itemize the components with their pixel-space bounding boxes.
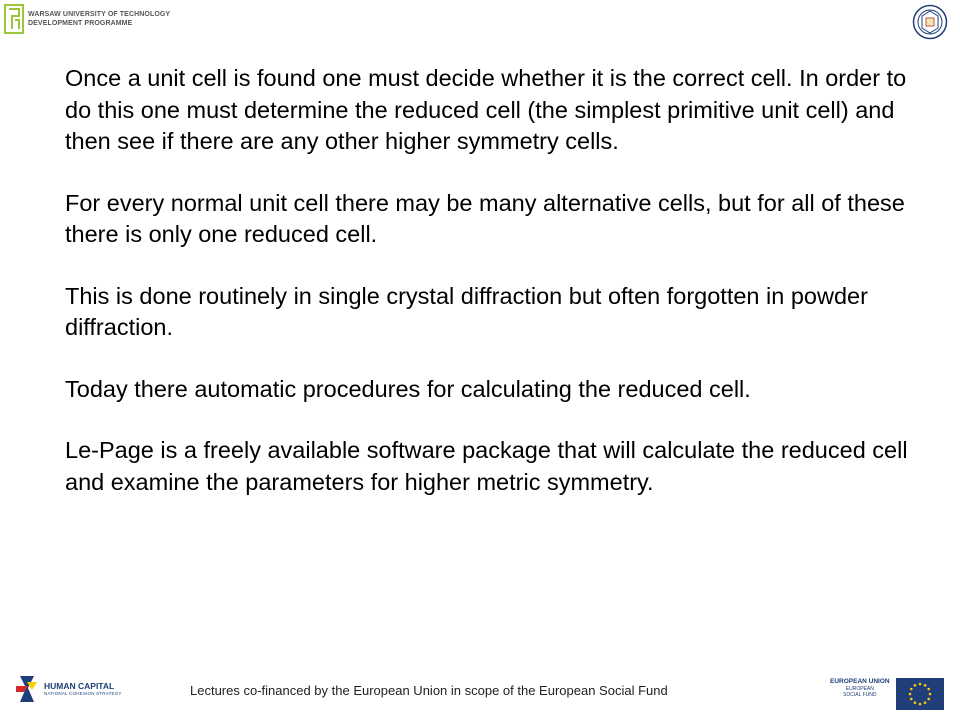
slide-body: [65, 63, 915, 528]
eu-subtitle-1: EUROPEAN: [845, 686, 874, 692]
wut-logo: [4, 4, 170, 34]
wut-logo-mark-icon: [4, 4, 24, 34]
wut-logo-line2: DEVELOPMENT PROGRAMME: [28, 20, 133, 27]
footer-caption: Lectures co-financed by the European Union in scope of the European Social Fund: [190, 683, 668, 698]
human-capital-logo-icon: [14, 674, 40, 704]
university-seal-icon: [912, 4, 948, 40]
paragraph-alternative-cells: For every normal unit cell there may be many alternative cells, but for all of these there is only one reduced cell.: [65, 189, 905, 247]
human-capital-title: HUMAN CAPITAL: [44, 681, 115, 691]
paragraph-powder-diffraction: This is done routinely in single crystal diffraction but often forgotten in powder diffraction.: [65, 282, 868, 340]
paragraph-reduced-cell: Once a unit cell is found one must decide whether it is the correct cell. In order to do this one must determine the reduced cell (the simplest primitive unit cell) and then see if there are any other higher symmetry cells.: [65, 65, 907, 154]
eu-logo: [830, 678, 944, 710]
human-capital-logo: [14, 674, 122, 704]
eu-subtitle-2: SOCIAL FUND: [843, 692, 877, 698]
eu-title: EUROPEAN UNION: [830, 678, 890, 685]
paragraph-le-page: Le-Page is a freely available software package that will calculate the reduced cell and examine the parameters for higher metric symmetry.: [65, 437, 908, 495]
paragraph-automatic-procedures: Today there automatic procedures for calculating the reduced cell.: [65, 375, 751, 402]
human-capital-subtitle: NATIONAL COHESION STRATEGY: [44, 691, 122, 696]
wut-logo-line1: WARSAW UNIVERSITY OF TECHNOLOGY: [28, 11, 171, 18]
footer: [0, 668, 960, 720]
eu-flag-icon: [896, 678, 944, 710]
